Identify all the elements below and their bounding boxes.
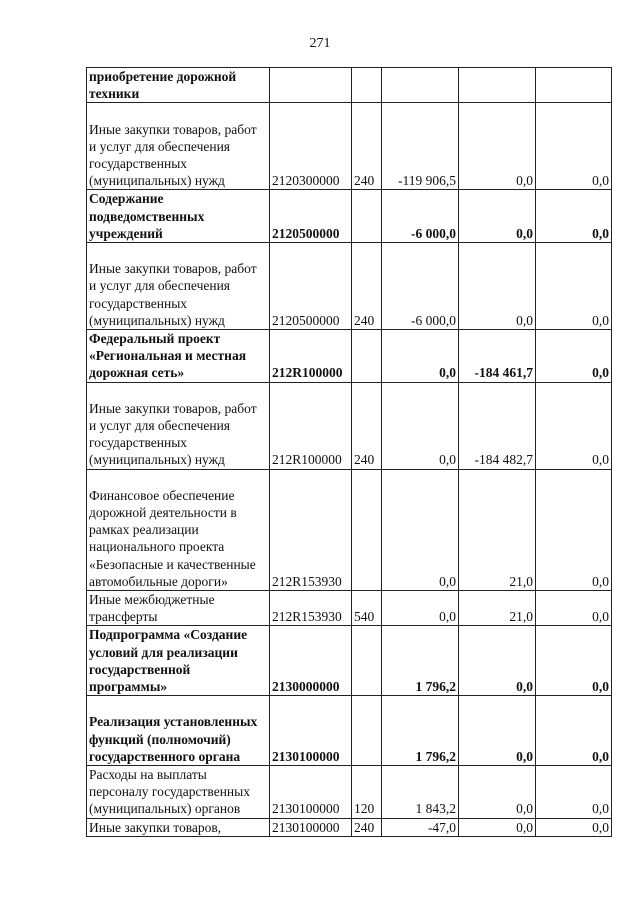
table-row bbox=[87, 68, 612, 103]
row-vr-cell bbox=[352, 626, 382, 696]
row-name-cell: Иные закупки товаров, работ и услуг для обеспечения государственных (муниципальных) нужд bbox=[87, 382, 270, 469]
row-value-3-cell: 0,0 bbox=[536, 243, 612, 330]
row-name-cell: Федеральный проект «Региональная и местная дорожная сеть» bbox=[87, 330, 270, 383]
row-value-1-cell bbox=[382, 68, 459, 103]
table-row bbox=[87, 382, 612, 469]
row-value-1-cell: 0,0 bbox=[382, 330, 459, 383]
row-value-1-cell: 0,0 bbox=[382, 382, 459, 469]
row-value-2-cell: 0,0 bbox=[459, 696, 536, 766]
budget-table bbox=[86, 67, 612, 837]
row-code-cell: 2130000000 bbox=[270, 626, 352, 696]
row-name-cell: Реализация установленных функций (полномочий) государственного органа bbox=[87, 696, 270, 766]
table-row bbox=[87, 243, 612, 330]
row-value-3-cell: 0,0 bbox=[536, 190, 612, 243]
row-value-3-cell: 0,0 bbox=[536, 330, 612, 383]
row-value-3-cell: 0,0 bbox=[536, 766, 612, 819]
row-name-cell: приобретение дорожной техники bbox=[87, 68, 270, 103]
row-value-2-cell: 0,0 bbox=[459, 626, 536, 696]
row-value-3-cell: 0,0 bbox=[536, 818, 612, 836]
row-vr-cell bbox=[352, 469, 382, 590]
row-code-cell: 212R100000 bbox=[270, 330, 352, 383]
row-value-1-cell: -47,0 bbox=[382, 818, 459, 836]
row-value-2-cell: 0,0 bbox=[459, 190, 536, 243]
row-value-1-cell: 1 796,2 bbox=[382, 696, 459, 766]
row-name-cell: Расходы на выплаты персоналу государственных (муниципальных) органов bbox=[87, 766, 270, 819]
row-vr-cell bbox=[352, 68, 382, 103]
row-name-cell: Иные закупки товаров, работ и услуг для обеспечения государственных (муниципальных) нужд bbox=[87, 243, 270, 330]
table-row bbox=[87, 469, 612, 590]
row-code-cell bbox=[270, 68, 352, 103]
row-code-cell: 2120500000 bbox=[270, 243, 352, 330]
row-value-1-cell: 0,0 bbox=[382, 591, 459, 626]
row-vr-cell: 540 bbox=[352, 591, 382, 626]
row-vr-cell: 240 bbox=[352, 243, 382, 330]
table-row bbox=[87, 818, 612, 836]
row-code-cell: 212R153930 bbox=[270, 469, 352, 590]
row-value-3-cell: 0,0 bbox=[536, 591, 612, 626]
row-vr-cell bbox=[352, 696, 382, 766]
table-row bbox=[87, 103, 612, 190]
table-row bbox=[87, 626, 612, 696]
row-name-cell: Содержание подведомственных учреждений bbox=[87, 190, 270, 243]
row-value-1-cell: 1 843,2 bbox=[382, 766, 459, 819]
row-value-3-cell: 0,0 bbox=[536, 696, 612, 766]
row-value-2-cell: -184 461,7 bbox=[459, 330, 536, 383]
row-value-2-cell: 0,0 bbox=[459, 103, 536, 190]
row-vr-cell: 240 bbox=[352, 382, 382, 469]
row-value-2-cell: 21,0 bbox=[459, 469, 536, 590]
row-code-cell: 2130100000 bbox=[270, 696, 352, 766]
table-row bbox=[87, 696, 612, 766]
table-row bbox=[87, 330, 612, 383]
page-number: 271 bbox=[309, 36, 331, 51]
row-vr-cell bbox=[352, 190, 382, 243]
table-row bbox=[87, 766, 612, 819]
row-value-2-cell: 0,0 bbox=[459, 766, 536, 819]
row-code-cell: 212R153930 bbox=[270, 591, 352, 626]
row-value-3-cell: 0,0 bbox=[536, 103, 612, 190]
row-value-1-cell: -6 000,0 bbox=[382, 243, 459, 330]
row-value-1-cell: 1 796,2 bbox=[382, 626, 459, 696]
row-value-1-cell: 0,0 bbox=[382, 469, 459, 590]
row-code-cell: 2120300000 bbox=[270, 103, 352, 190]
row-value-2-cell: -184 482,7 bbox=[459, 382, 536, 469]
row-value-2-cell bbox=[459, 68, 536, 103]
row-vr-cell: 240 bbox=[352, 818, 382, 836]
row-vr-cell: 120 bbox=[352, 766, 382, 819]
row-code-cell: 2120500000 bbox=[270, 190, 352, 243]
table-row bbox=[87, 591, 612, 626]
table-row bbox=[87, 190, 612, 243]
row-name-cell: Финансовое обеспечение дорожной деятельности в рамках реализации национального проекта «Безопасные и качественные автомобильные дороги» bbox=[87, 469, 270, 590]
row-code-cell: 2130100000 bbox=[270, 766, 352, 819]
row-value-2-cell: 0,0 bbox=[459, 243, 536, 330]
row-vr-cell: 240 bbox=[352, 103, 382, 190]
row-value-3-cell: 0,0 bbox=[536, 626, 612, 696]
row-value-1-cell: -6 000,0 bbox=[382, 190, 459, 243]
row-value-3-cell: 0,0 bbox=[536, 382, 612, 469]
row-code-cell: 2130100000 bbox=[270, 818, 352, 836]
row-name-cell: Подпрограмма «Создание условий для реализации государственной программы» bbox=[87, 626, 270, 696]
row-vr-cell bbox=[352, 330, 382, 383]
row-name-cell: Иные межбюджетные трансферты bbox=[87, 591, 270, 626]
row-value-3-cell bbox=[536, 68, 612, 103]
row-value-2-cell: 21,0 bbox=[459, 591, 536, 626]
row-code-cell: 212R100000 bbox=[270, 382, 352, 469]
row-value-3-cell: 0,0 bbox=[536, 469, 612, 590]
row-value-1-cell: -119 906,5 bbox=[382, 103, 459, 190]
row-value-2-cell: 0,0 bbox=[459, 818, 536, 836]
row-name-cell: Иные закупки товаров, bbox=[87, 818, 270, 836]
row-name-cell: Иные закупки товаров, работ и услуг для обеспечения государственных (муниципальных) нужд bbox=[87, 103, 270, 190]
